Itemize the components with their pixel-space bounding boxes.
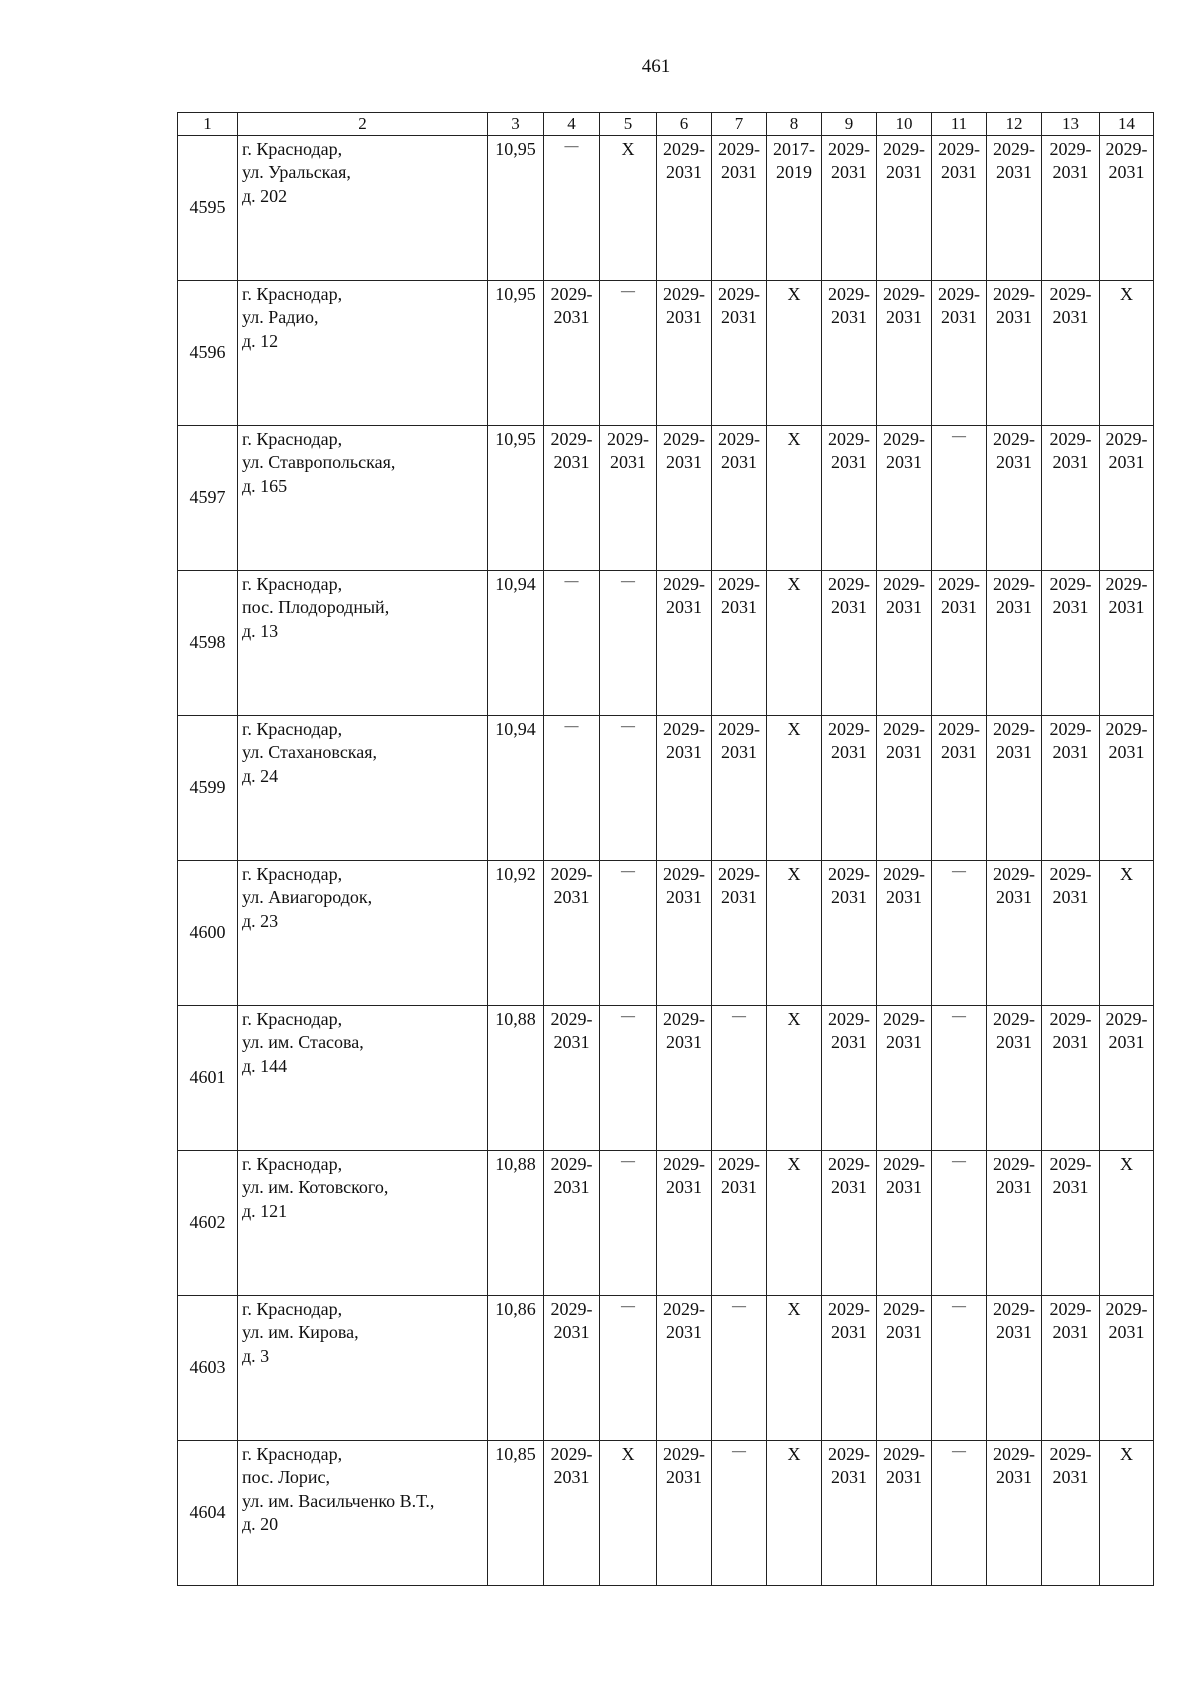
schedule-cell-col-11: — — [932, 1006, 987, 1151]
column-header-12: 12 — [987, 113, 1042, 136]
schedule-cell-col-4: 2029- 2031 — [544, 1296, 600, 1441]
schedule-cell-col-8: Х — [767, 1151, 822, 1296]
schedule-cell-col-10: 2029- 2031 — [877, 1151, 932, 1296]
address-cell: г. Краснодар, ул. Радио, д. 12 — [238, 281, 488, 426]
column-header-1: 1 — [178, 113, 238, 136]
row-number: 4601 — [178, 1006, 238, 1151]
schedule-cell-col-7: 2029- 2031 — [712, 1151, 767, 1296]
schedule-cell-col-10: 2029- 2031 — [877, 1296, 932, 1441]
address-cell: г. Краснодар, ул. им. Стасова, д. 144 — [238, 1006, 488, 1151]
schedule-cell-col-14: 2029- 2031 — [1100, 1006, 1154, 1151]
schedule-cell-col-10: 2029- 2031 — [877, 281, 932, 426]
schedule-cell-col-10: 2029- 2031 — [877, 1441, 932, 1586]
schedule-cell-col-8: Х — [767, 1441, 822, 1586]
schedule-cell-col-5: — — [600, 716, 657, 861]
schedule-cell-col-9: 2029- 2031 — [822, 861, 877, 1006]
schedule-cell-col-12: 2029- 2031 — [987, 426, 1042, 571]
column-header-11: 11 — [932, 113, 987, 136]
schedule-cell-col-11: — — [932, 861, 987, 1006]
score-cell: 10,85 — [488, 1441, 544, 1586]
schedule-cell-col-12: 2029- 2031 — [987, 1151, 1042, 1296]
column-header-14: 14 — [1100, 113, 1154, 136]
table-row — [178, 861, 1154, 1006]
schedule-cell-col-9: 2029- 2031 — [822, 1151, 877, 1296]
schedule-cell-col-4: — — [544, 136, 600, 281]
column-header-4: 4 — [544, 113, 600, 136]
schedule-cell-col-9: 2029- 2031 — [822, 426, 877, 571]
schedule-cell-col-10: 2029- 2031 — [877, 1006, 932, 1151]
schedule-cell-col-13: 2029- 2031 — [1042, 571, 1100, 716]
score-cell: 10,94 — [488, 716, 544, 861]
schedule-cell-col-8: Х — [767, 716, 822, 861]
schedule-cell-col-12: 2029- 2031 — [987, 1006, 1042, 1151]
schedule-cell-col-7: 2029- 2031 — [712, 861, 767, 1006]
schedule-cell-col-14: Х — [1100, 281, 1154, 426]
schedule-cell-col-4: 2029- 2031 — [544, 1151, 600, 1296]
schedule-cell-col-8: Х — [767, 281, 822, 426]
schedule-cell-col-14: 2029- 2031 — [1100, 571, 1154, 716]
schedule-cell-col-7: — — [712, 1006, 767, 1151]
column-header-2: 2 — [238, 113, 488, 136]
schedule-cell-col-9: 2029- 2031 — [822, 1006, 877, 1151]
row-number: 4595 — [178, 136, 238, 281]
schedule-cell-col-10: 2029- 2031 — [877, 861, 932, 1006]
schedule-cell-col-12: 2029- 2031 — [987, 136, 1042, 281]
address-cell: г. Краснодар, пос. Плодородный, д. 13 — [238, 571, 488, 716]
page-number: 461 — [641, 56, 671, 77]
schedule-cell-col-7: 2029- 2031 — [712, 571, 767, 716]
table-row — [178, 426, 1154, 571]
schedule-cell-col-14: Х — [1100, 1441, 1154, 1586]
schedule-cell-col-11: — — [932, 1151, 987, 1296]
table-row — [178, 1006, 1154, 1151]
schedule-cell-col-5: — — [600, 1296, 657, 1441]
schedule-cell-col-8: Х — [767, 1296, 822, 1441]
schedule-cell-col-8: Х — [767, 426, 822, 571]
column-header-10: 10 — [877, 113, 932, 136]
column-header-9: 9 — [822, 113, 877, 136]
schedule-cell-col-8: Х — [767, 571, 822, 716]
score-cell: 10,94 — [488, 571, 544, 716]
schedule-cell-col-8: Х — [767, 1006, 822, 1151]
schedule-cell-col-14: Х — [1100, 861, 1154, 1006]
column-header-5: 5 — [600, 113, 657, 136]
schedule-cell-col-10: 2029- 2031 — [877, 571, 932, 716]
schedule-cell-col-5: Х — [600, 136, 657, 281]
schedule-cell-col-7: 2029- 2031 — [712, 136, 767, 281]
schedule-cell-col-6: 2029- 2031 — [657, 281, 712, 426]
schedule-cell-col-11: 2029- 2031 — [932, 716, 987, 861]
schedule-cell-col-13: 2029- 2031 — [1042, 716, 1100, 861]
schedule-cell-col-14: 2029- 2031 — [1100, 716, 1154, 861]
schedule-cell-col-11: — — [932, 1296, 987, 1441]
schedule-cell-col-11: — — [932, 426, 987, 571]
schedule-cell-col-9: 2029- 2031 — [822, 716, 877, 861]
schedule-cell-col-5: — — [600, 571, 657, 716]
schedule-cell-col-14: 2029- 2031 — [1100, 136, 1154, 281]
row-number: 4598 — [178, 571, 238, 716]
row-number: 4600 — [178, 861, 238, 1006]
schedule-cell-col-7: 2029- 2031 — [712, 281, 767, 426]
schedule-cell-col-11: 2029- 2031 — [932, 571, 987, 716]
schedule-cell-col-13: 2029- 2031 — [1042, 1441, 1100, 1586]
schedule-cell-col-9: 2029- 2031 — [822, 571, 877, 716]
schedule-cell-col-9: 2029- 2031 — [822, 136, 877, 281]
score-cell: 10,95 — [488, 281, 544, 426]
schedule-cell-col-13: 2029- 2031 — [1042, 1151, 1100, 1296]
row-number: 4597 — [178, 426, 238, 571]
column-header-3: 3 — [488, 113, 544, 136]
table-row — [178, 281, 1154, 426]
schedule-cell-col-13: 2029- 2031 — [1042, 1006, 1100, 1151]
schedule-cell-col-5: — — [600, 861, 657, 1006]
schedule-cell-col-6: 2029- 2031 — [657, 1006, 712, 1151]
row-number: 4596 — [178, 281, 238, 426]
schedule-cell-col-12: 2029- 2031 — [987, 281, 1042, 426]
table-row — [178, 1441, 1154, 1586]
schedule-cell-col-4: — — [544, 571, 600, 716]
table-row — [178, 1151, 1154, 1296]
table-body — [178, 136, 1154, 1586]
table-row — [178, 716, 1154, 861]
schedule-cell-col-14: 2029- 2031 — [1100, 1296, 1154, 1441]
schedule-cell-col-9: 2029- 2031 — [822, 1441, 877, 1586]
schedule-cell-col-12: 2029- 2031 — [987, 1296, 1042, 1441]
table-row — [178, 136, 1154, 281]
schedule-cell-col-9: 2029- 2031 — [822, 1296, 877, 1441]
schedule-cell-col-5: — — [600, 1006, 657, 1151]
score-cell: 10,95 — [488, 426, 544, 571]
schedule-cell-col-12: 2029- 2031 — [987, 861, 1042, 1006]
schedule-cell-col-5: — — [600, 281, 657, 426]
schedule-cell-col-6: 2029- 2031 — [657, 1296, 712, 1441]
schedule-cell-col-6: 2029- 2031 — [657, 1151, 712, 1296]
schedule-cell-col-5: 2029- 2031 — [600, 426, 657, 571]
schedule-cell-col-6: 2029- 2031 — [657, 1441, 712, 1586]
column-header-8: 8 — [767, 113, 822, 136]
row-number: 4603 — [178, 1296, 238, 1441]
schedule-cell-col-6: 2029- 2031 — [657, 861, 712, 1006]
schedule-cell-col-5: Х — [600, 1441, 657, 1586]
schedule-cell-col-8: Х — [767, 861, 822, 1006]
column-header-6: 6 — [657, 113, 712, 136]
schedule-cell-col-14: 2029- 2031 — [1100, 426, 1154, 571]
address-cell: г. Краснодар, ул. Уральская, д. 202 — [238, 136, 488, 281]
score-cell: 10,88 — [488, 1151, 544, 1296]
address-cell: г. Краснодар, ул. Ставропольская, д. 165 — [238, 426, 488, 571]
column-header-13: 13 — [1042, 113, 1100, 136]
schedule-cell-col-4: — — [544, 716, 600, 861]
score-cell: 10,95 — [488, 136, 544, 281]
schedule-table — [177, 112, 1154, 1586]
row-number: 4602 — [178, 1151, 238, 1296]
schedule-cell-col-7: 2029- 2031 — [712, 716, 767, 861]
schedule-cell-col-10: 2029- 2031 — [877, 426, 932, 571]
schedule-cell-col-4: 2029- 2031 — [544, 861, 600, 1006]
schedule-cell-col-4: 2029- 2031 — [544, 281, 600, 426]
schedule-cell-col-12: 2029- 2031 — [987, 571, 1042, 716]
schedule-cell-col-6: 2029- 2031 — [657, 716, 712, 861]
table-row — [178, 571, 1154, 716]
table-header-row — [178, 113, 1154, 136]
score-cell: 10,88 — [488, 1006, 544, 1151]
address-cell: г. Краснодар, ул. им. Котовского, д. 121 — [238, 1151, 488, 1296]
schedule-cell-col-8: 2017- 2019 — [767, 136, 822, 281]
schedule-cell-col-4: 2029- 2031 — [544, 1441, 600, 1586]
row-number: 4599 — [178, 716, 238, 861]
schedule-cell-col-13: 2029- 2031 — [1042, 136, 1100, 281]
address-cell: г. Краснодар, ул. Стахановская, д. 24 — [238, 716, 488, 861]
score-cell: 10,86 — [488, 1296, 544, 1441]
schedule-cell-col-10: 2029- 2031 — [877, 716, 932, 861]
schedule-cell-col-7: 2029- 2031 — [712, 426, 767, 571]
column-header-7: 7 — [712, 113, 767, 136]
schedule-cell-col-13: 2029- 2031 — [1042, 281, 1100, 426]
schedule-cell-col-6: 2029- 2031 — [657, 136, 712, 281]
schedule-cell-col-4: 2029- 2031 — [544, 1006, 600, 1151]
row-number: 4604 — [178, 1441, 238, 1586]
address-cell: г. Краснодар, ул. им. Кирова, д. 3 — [238, 1296, 488, 1441]
address-cell: г. Краснодар, пос. Лорис, ул. им. Васильченко В.Т., д. 20 — [238, 1441, 488, 1586]
schedule-cell-col-5: — — [600, 1151, 657, 1296]
schedule-cell-col-13: 2029- 2031 — [1042, 861, 1100, 1006]
schedule-cell-col-10: 2029- 2031 — [877, 136, 932, 281]
schedule-cell-col-11: — — [932, 1441, 987, 1586]
schedule-cell-col-11: 2029- 2031 — [932, 281, 987, 426]
schedule-cell-col-9: 2029- 2031 — [822, 281, 877, 426]
schedule-cell-col-13: 2029- 2031 — [1042, 426, 1100, 571]
address-cell: г. Краснодар, ул. Авиагородок, д. 23 — [238, 861, 488, 1006]
schedule-cell-col-11: 2029- 2031 — [932, 136, 987, 281]
schedule-cell-col-6: 2029- 2031 — [657, 426, 712, 571]
schedule-cell-col-12: 2029- 2031 — [987, 1441, 1042, 1586]
schedule-cell-col-12: 2029- 2031 — [987, 716, 1042, 861]
schedule-cell-col-6: 2029- 2031 — [657, 571, 712, 716]
schedule-cell-col-13: 2029- 2031 — [1042, 1296, 1100, 1441]
score-cell: 10,92 — [488, 861, 544, 1006]
table-row — [178, 1296, 1154, 1441]
schedule-cell-col-7: — — [712, 1296, 767, 1441]
schedule-cell-col-7: — — [712, 1441, 767, 1586]
schedule-cell-col-14: Х — [1100, 1151, 1154, 1296]
schedule-cell-col-4: 2029- 2031 — [544, 426, 600, 571]
